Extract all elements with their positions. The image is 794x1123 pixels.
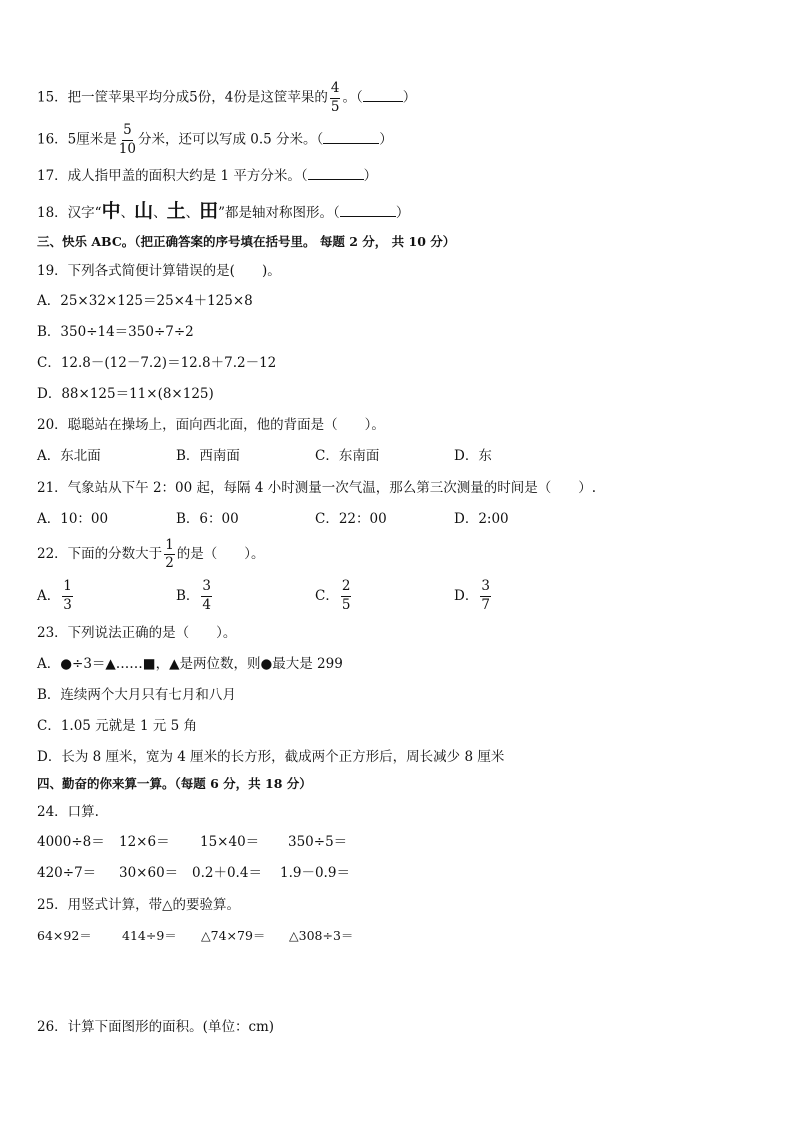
- fraction: $\frac{4}{5}$: [330, 80, 340, 115]
- question-21-options: [37, 510, 593, 528]
- question-24-row-1: [37, 833, 347, 851]
- hanzi-tu: 土: [166, 200, 186, 222]
- option-b[interactable]: B．6：00: [176, 511, 239, 527]
- answer-blank[interactable]: [308, 167, 364, 180]
- option-b[interactable]: B．连续两个大月只有七月和八月: [37, 687, 236, 703]
- calc-item: △308÷3＝: [289, 928, 354, 943]
- option-c[interactable]: C．22：00: [315, 511, 387, 527]
- hanzi-shan: 山: [134, 200, 154, 222]
- question-15: 15．把一筐苹果平均分成5份，4份是这筐苹果的 $\frac{4}{5}$ 。（ ）: [37, 80, 417, 115]
- calc-item: 4000÷8＝: [37, 834, 105, 850]
- option-c[interactable]: C．1.05 元就是 1 元 5 角: [37, 718, 198, 734]
- question-19-stem: 19．下列各式简便计算错误的是( )。: [37, 263, 281, 279]
- option-b[interactable]: B． $\frac{3}{4}$: [176, 578, 212, 613]
- option-d[interactable]: D．88×125＝11×(8×125): [37, 386, 214, 402]
- section-4-heading: 四、勤奋的你来算一算。（每题 6 分，共 18 分）: [37, 776, 312, 791]
- option-d[interactable]: D． $\frac{3}{7}$: [454, 578, 490, 613]
- question-24-stem: 24．口算.: [37, 804, 99, 820]
- calc-item: 0.2＋0.4＝: [192, 865, 262, 881]
- hanzi-zhong: 中: [101, 200, 121, 222]
- calc-item: 350÷5＝: [288, 834, 348, 850]
- calc-item: 30×60＝: [119, 865, 179, 881]
- fraction: $\frac{2}{5}$: [341, 578, 351, 613]
- question-18: 18．汉字“中、山、土、田”都是轴对称图形。（ ）: [37, 200, 410, 222]
- fraction: $\frac{5}{10}$: [118, 122, 136, 157]
- calc-item: 15×40＝: [200, 834, 260, 850]
- calc-item: 1.9－0.9＝: [280, 865, 350, 881]
- answer-blank[interactable]: [340, 204, 396, 217]
- question-25-items: [37, 927, 353, 945]
- fraction: $\frac{1}{3}$: [63, 578, 72, 613]
- option-c[interactable]: C．12.8－(12－7.2)＝12.8＋7.2－12: [37, 355, 277, 371]
- fraction: $\frac{3}{7}$: [481, 578, 490, 613]
- question-20-options: [37, 447, 593, 465]
- option-a[interactable]: A．●÷3＝▲……■，▲是两位数，则●最大是 299: [37, 656, 343, 672]
- question-24-row-2: [37, 864, 350, 882]
- question-21-stem: 21．气象站从下午 2：00 起，每隔 4 小时测量一次气温，那么第三次测量的时间是（ ）.: [37, 480, 596, 496]
- option-c[interactable]: C．东南面: [315, 448, 380, 464]
- option-b[interactable]: B．西南面: [176, 448, 240, 464]
- answer-blank[interactable]: [363, 89, 403, 102]
- question-26-stem: 26．计算下面图形的面积。(单位：cm): [37, 1019, 275, 1035]
- fraction: $\frac{3}{4}$: [202, 578, 212, 613]
- question-25-stem: 25．用竖式计算，带△的要验算。: [37, 897, 241, 913]
- question-23-stem: 23．下列说法正确的是（ ）。: [37, 625, 237, 641]
- question-17: 17．成人指甲盖的面积大约是 1 平方分米。（ ）: [37, 168, 378, 184]
- question-22-stem: 22．下面的分数大于 $\frac{1}{2}$ 的是（ ）。: [37, 536, 265, 571]
- calc-item: 420÷7＝: [37, 865, 97, 881]
- option-a[interactable]: A．东北面: [37, 448, 101, 464]
- option-a[interactable]: A．10：00: [37, 511, 109, 527]
- question-22-options: [37, 578, 593, 614]
- question-16: 16．5厘米是 $\frac{5}{10}$ 分米，还可以写成 0.5 分米。（ ）: [37, 122, 393, 157]
- calc-item: △74×79＝: [201, 928, 266, 943]
- option-a[interactable]: A．25×32×125＝25×4＋125×8: [37, 293, 253, 309]
- question-20-stem: 20．聪聪站在操场上，面向西北面，他的背面是（ ）。: [37, 417, 385, 433]
- option-d[interactable]: D．2:00: [454, 511, 509, 527]
- calc-item: 64×92＝: [37, 928, 92, 943]
- calc-item: 414÷9＝: [122, 928, 177, 943]
- option-c[interactable]: C． $\frac{2}{5}$: [315, 578, 351, 613]
- option-a[interactable]: A． $\frac{1}{3}$: [37, 578, 72, 613]
- hanzi-tian: 田: [199, 200, 219, 222]
- option-d[interactable]: D．长为 8 厘米，宽为 4 厘米的长方形，截成两个正方形后，周长减少 8 厘米: [37, 749, 505, 765]
- calc-item: 12×6＝: [119, 834, 170, 850]
- fraction: $\frac{1}{2}$: [165, 536, 174, 571]
- section-3-heading: 三、快乐 ABC。（把正确答案的序号填在括号里。 每题 2 分， 共 10 分）: [37, 234, 456, 249]
- answer-blank[interactable]: [323, 131, 379, 144]
- option-b[interactable]: B．350÷14＝350÷7÷2: [37, 324, 194, 340]
- option-d[interactable]: D．东: [454, 448, 492, 464]
